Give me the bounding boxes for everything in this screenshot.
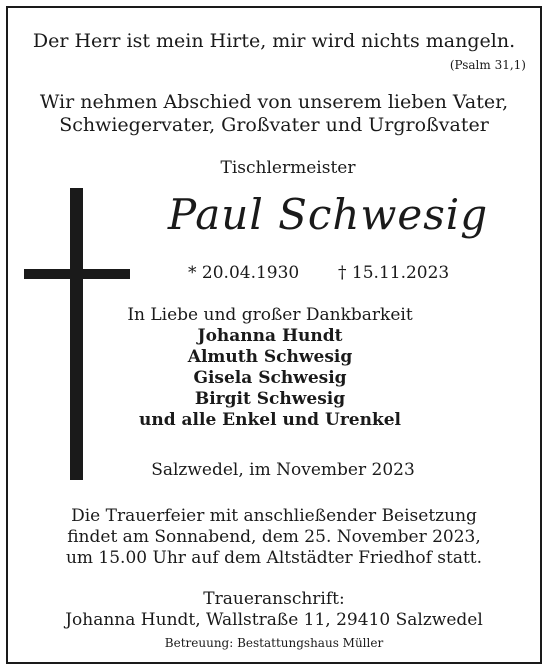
mourner-name: Birgit Schwesig [194,389,346,409]
cross-icon [70,188,83,480]
profession: Tischlermeister [220,158,356,178]
deceased-name: Paul Schwesig [167,190,489,239]
intro-text [8,91,540,137]
place-date: Salzwedel, im November 2023 [151,460,415,480]
mourner-name: Gisela Schwesig [193,368,347,388]
address-text: Johanna Hundt, Wallstraße 11, 29410 Salzwedel [65,610,483,630]
cross-icon-beam [24,269,130,279]
life-dates [188,263,458,283]
birth-date: * 20.04.1930 [188,263,300,283]
death-date: † 15.11.2023 [338,263,450,283]
mourner-name: Johanna Hundt [197,326,343,346]
address-heading: Traueranschrift: [203,589,345,609]
obituary-notice [6,6,542,664]
psalm-quote: Der Herr ist mein Hirte, mir wird nichts mangeln. [32,30,516,52]
care-note: Betreuung: Bestattungshaus Müller [164,636,384,650]
service-info [8,506,540,569]
service-line-1: Die Trauerfeier mit anschließender Beisetzung [71,506,477,526]
service-line-3: um 15.00 Uhr auf dem Altstädter Friedhof statt. [65,548,483,568]
intro-line-2: Schwiegervater, Großvater und Urgroßvater [59,114,489,136]
mourner-name: und alle Enkel und Urenkel [138,410,401,430]
mourners-intro: In Liebe und großer Dankbarkeit [127,305,413,325]
mourner-name: Almuth Schwesig [187,347,353,367]
intro-line-1: Wir nehmen Abschied von unserem lieben Vater, [39,91,509,113]
psalm-reference: (Psalm 31,1) [449,58,526,72]
service-line-2: findet am Sonnabend, dem 25. November 2023, [67,527,481,547]
mourners-block [120,305,420,431]
